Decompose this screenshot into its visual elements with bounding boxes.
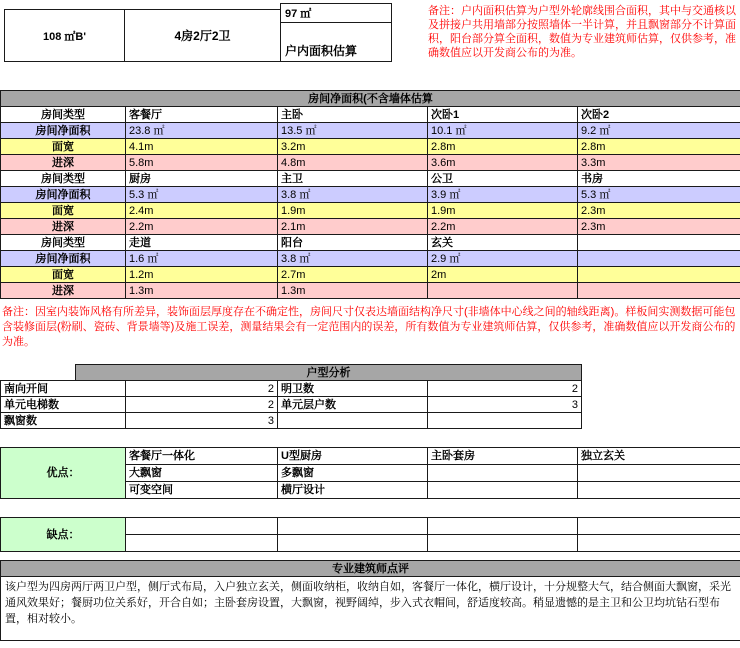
row-label-depth: 进深 [1,283,126,299]
room-table-title-row [1,91,740,107]
con-item-cell [428,535,578,552]
analysis-row [1,413,582,429]
unit-area-cell [4,9,125,62]
room-type-cell: 客餐厅 [126,107,278,123]
review-body-row [1,577,740,641]
pros-label: 优点： [1,448,126,499]
room-area-row [1,251,740,267]
room-width-row [1,139,740,155]
room-depth-cell: 2.1m [278,219,428,235]
review-title: 专业建筑师点评 [1,561,740,577]
room-width-cell: 1.9m [278,203,428,219]
row-label-type: 房间类型 [1,107,126,123]
room-area-cell: 5.3 ㎡ [126,187,278,203]
analysis-label: 单元层户数 [278,397,428,413]
room-area-cell: 2.9 ㎡ [428,251,578,267]
room-area-cell: 9.2 ㎡ [578,123,740,139]
room-depth-cell: 5.8m [126,155,278,171]
pro-item-cell: 主卧套房 [428,448,578,465]
room-type-cell: 公卫 [428,171,578,187]
analysis-title-row [1,365,582,381]
room-depth-row [1,155,740,171]
measurement-disclaimer-note: 备注：因室内装饰风格有所差异，装饰面层厚度存在不确定性，房间尺寸仅表达墙面结构净尺寸(非墙体中心线之间的轴线距离)。样板间实测数据可能包含装修面层(粉刷、瓷砖、背景墙等)及施工误差，测量结果会有一定范围内的误差，所有数值为专业建筑师估算，仅供参考，准确数值应以开发商公布的为准。 [2,306,736,348]
pro-item-cell [578,465,740,482]
room-area-cell: 3.9 ㎡ [428,187,578,203]
room-area-row [1,187,740,203]
header-disclaimer-note: 备注：户内面积估算为户型外轮廓线围合面积，其中与交通核以及拼接户共用墙部分按照墙体一半计算，并且飘窗部分不计算面积，阳台部分算全面积，数值为专业建筑师估算，仅供参考，准确数值应以开发商公布的为准。 [428,5,736,59]
spacer-cell [1,365,76,381]
room-depth-cell: 1.3m [278,283,428,299]
room-width-cell: 1.9m [428,203,578,219]
row-label-type: 房间类型 [1,235,126,251]
indoor-area-label-cell [280,22,392,62]
row-label-area: 房间净面积 [1,123,126,139]
room-area-cell: 1.6 ㎡ [126,251,278,267]
room-depth-cell: 2.2m [428,219,578,235]
con-item-cell [578,518,740,535]
room-type-cell: 次卧2 [578,107,740,123]
architect-review-section [0,560,740,641]
room-type-cell: 主卫 [278,171,428,187]
room-depth-cell: 2.3m [578,219,740,235]
room-depth-cell: 2.2m [126,219,278,235]
room-type-cell: 走道 [126,235,278,251]
room-area-cell: 3.8 ㎡ [278,251,428,267]
analysis-label: 明卫数 [278,381,428,397]
layout-analysis-table [0,364,582,429]
row-label-type: 房间类型 [1,171,126,187]
pro-item-cell: 客餐厅一体化 [126,448,278,465]
analysis-label: 飘窗数 [1,413,126,429]
room-type-row [1,235,740,251]
row-label-area: 房间净面积 [1,251,126,267]
room-type-cell: 书房 [578,171,740,187]
room-width-cell: 3.2m [278,139,428,155]
room-width-cell [578,267,740,283]
room-depth-cell: 1.3m [126,283,278,299]
analysis-row [1,397,582,413]
layout-cell [124,9,281,62]
pros-row [1,448,740,465]
analysis-label: 南向开间 [1,381,126,397]
room-area-cell: 13.5 ㎡ [278,123,428,139]
room-type-cell: 主卧 [278,107,428,123]
row-label-width: 面宽 [1,267,126,283]
pros-table [0,447,740,499]
pro-item-cell: 横厅设计 [278,482,428,499]
room-width-cell: 2m [428,267,578,283]
room-depth-row [1,219,740,235]
analysis-value: 3 [428,397,582,413]
analysis-value: 2 [126,397,278,413]
room-area-cell: 23.8 ㎡ [126,123,278,139]
con-item-cell [126,535,278,552]
row-label-width: 面宽 [1,139,126,155]
room-type-row [1,171,740,187]
room-width-cell: 2.8m [578,139,740,155]
room-depth-cell: 3.3m [578,155,740,171]
row-label-depth: 进深 [1,219,126,235]
analysis-title: 户型分析 [76,365,582,381]
room-type-cell: 厨房 [126,171,278,187]
pro-item-cell [428,482,578,499]
room-width-cell: 2.3m [578,203,740,219]
analysis-value: 2 [126,381,278,397]
pro-item-cell: 大飘窗 [126,465,278,482]
room-width-cell: 2.4m [126,203,278,219]
header-section [0,0,740,90]
pro-item-cell: 可变空间 [126,482,278,499]
analysis-label [278,413,428,429]
indoor-area-value-text: 97 ㎡ [285,8,312,20]
room-area-cell: 10.1 ㎡ [428,123,578,139]
room-table-title: 房间净面积(不含墙体估算 [1,91,740,107]
indoor-area-label-text: 户内面积估算 [285,44,358,58]
unit-area-text: 108 ㎡B' [43,30,86,43]
room-width-cell: 4.1m [126,139,278,155]
room-type-cell: 玄关 [428,235,578,251]
con-item-cell [278,518,428,535]
room-depth-cell [578,283,740,299]
indoor-area-value-cell [280,3,392,23]
cons-table [0,517,740,552]
room-width-cell: 2.8m [428,139,578,155]
analysis-row [1,381,582,397]
con-item-cell [278,535,428,552]
room-area-cell: 5.3 ㎡ [578,187,740,203]
analysis-value: 2 [428,381,582,397]
room-width-row [1,267,740,283]
room-width-row [1,203,740,219]
room-depth-cell: 3.6m [428,155,578,171]
room-width-cell: 1.2m [126,267,278,283]
analysis-value [428,413,582,429]
room-type-cell: 次卧1 [428,107,578,123]
room-area-cell [578,251,740,267]
room-depth-cell: 4.8m [278,155,428,171]
room-depth-cell [428,283,578,299]
room-type-cell [578,235,740,251]
con-item-cell [578,535,740,552]
pro-item-cell: U型厨房 [278,448,428,465]
room-type-row [1,107,740,123]
room-area-row [1,123,740,139]
pro-item-cell: 多飘窗 [278,465,428,482]
analysis-label: 单元电梯数 [1,397,126,413]
room-width-cell: 2.7m [278,267,428,283]
review-text: 该户型为四房两厅两卫户型，侧厅式布局，入户独立玄关，侧面收纳柜，收纳自如，客餐厅一体化，横厅设计，十分规整大气，结合侧面大飘窗，采光通风效果好；餐厨功位关系好，开合自如；主卧套房设置，大飘窗，视野阔绰，步入式衣帽间，舒适度较高。稍显遗憾的是主卫和公卫均坑钻石型布置，相对较小。 [1,577,740,641]
pro-item-cell: 独立玄关 [578,448,740,465]
row-label-depth: 进深 [1,155,126,171]
cons-label: 缺点： [1,518,126,552]
layout-text: 4房2厅2卫 [174,29,231,43]
analysis-value: 3 [126,413,278,429]
pro-item-cell [428,465,578,482]
room-area-cell: 3.8 ㎡ [278,187,428,203]
cons-row [1,518,740,535]
row-label-area: 房间净面积 [1,187,126,203]
row-label-width: 面宽 [1,203,126,219]
room-depth-row [1,283,740,299]
room-type-cell: 阳台 [278,235,428,251]
review-title-row [1,561,740,577]
pro-item-cell [578,482,740,499]
room-area-table [0,90,740,299]
con-item-cell [126,518,278,535]
con-item-cell [428,518,578,535]
